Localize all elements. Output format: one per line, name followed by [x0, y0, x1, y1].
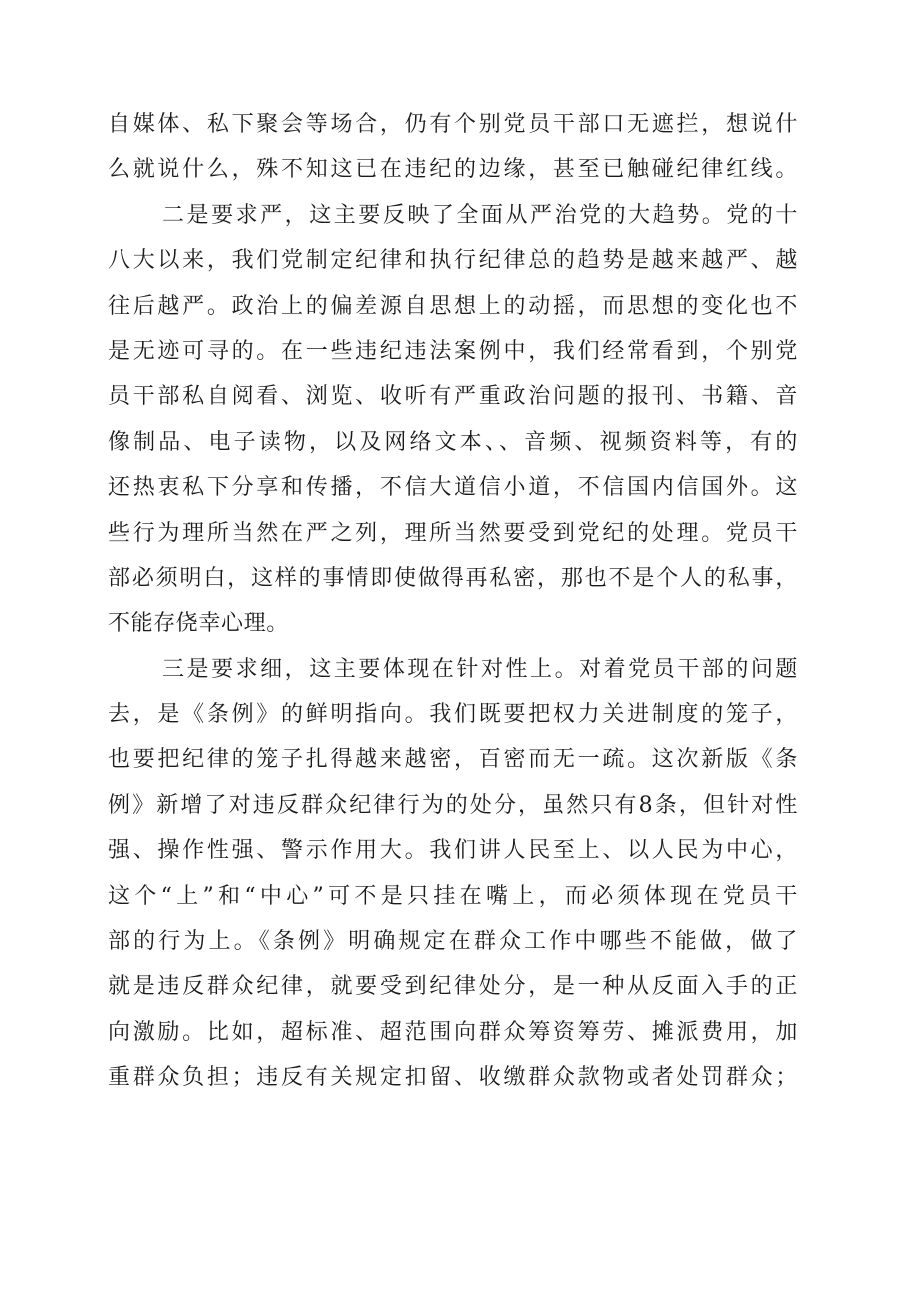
- paragraph-end-line: 不能存侥幸心理。: [108, 611, 289, 637]
- text-line: 重群众负担；违反有关规定扣留、收缴群众款物或者处罚群众；: [108, 1065, 798, 1091]
- text-line: 员干部私自阅看、浏览、收听有严重政治问题的报刊、书籍、音: [108, 384, 798, 410]
- text-line: 就是违反群众纪律，就要受到纪律处分，是一种从反面入手的正: [108, 974, 798, 1000]
- paragraph-start-line: 三是要求细，这主要体现在针对性上。对着党员干部的问题: [162, 656, 798, 682]
- text-line: 也要把纪律的笼子扎得越来越密，百密而无一疏。这次新版《条: [108, 747, 798, 773]
- text-line: 像制品、电子读物，以及网络文本、、音频、视频资料等，有的: [108, 429, 798, 455]
- text-line: 向激励。比如，超标准、超范围向群众筹资筹劳、摊派费用，加: [108, 1019, 798, 1045]
- document-body: [108, 102, 798, 1101]
- text-line: 往后越严。政治上的偏差源自思想上的动摇，而思想的变化也不: [108, 293, 798, 319]
- text-line: 是无迹可寻的。在一些违纪违法案例中，我们经常看到，个别党: [108, 338, 798, 364]
- text-line: 部的行为上。《条例》明确规定在群众工作中哪些不能做，做了: [108, 929, 798, 955]
- text-line: 些行为理所当然在严之列，理所当然要受到党纪的处理。党员干: [108, 520, 798, 546]
- text-line: 例》新增了对违反群众纪律行为的处分，虽然只有8条，但针对性: [108, 792, 798, 818]
- text-line: 部必须明白，这样的事情即使做得再私密，那也不是个人的私事，: [108, 565, 798, 591]
- text-line: 强、操作性强、警示作用大。我们讲人民至上、以人民为中心，: [108, 838, 798, 864]
- paragraph-start-line: 二是要求严，这主要反映了全面从严治党的大趋势。党的十: [162, 202, 798, 228]
- text-line: 这个“上”和“中心”可不是只挂在嘴上，而必须体现在党员干: [108, 883, 798, 909]
- text-line: 八大以来，我们党制定纪律和执行纪律总的趋势是越来越严、越: [108, 248, 798, 274]
- text-line: 去，是《条例》的鲜明指向。我们既要把权力关进制度的笼子，: [108, 702, 798, 728]
- text-line: 自媒体、私下聚会等场合，仍有个别党员干部口无遮拦，想说什: [108, 112, 798, 137]
- text-line: 还热衷私下分享和传播，不信大道信小道，不信国内信国外。这: [108, 475, 798, 501]
- text-line: 么就说什么，殊不知这已在违纪的边缘，甚至已触碰纪律红线。: [108, 157, 798, 183]
